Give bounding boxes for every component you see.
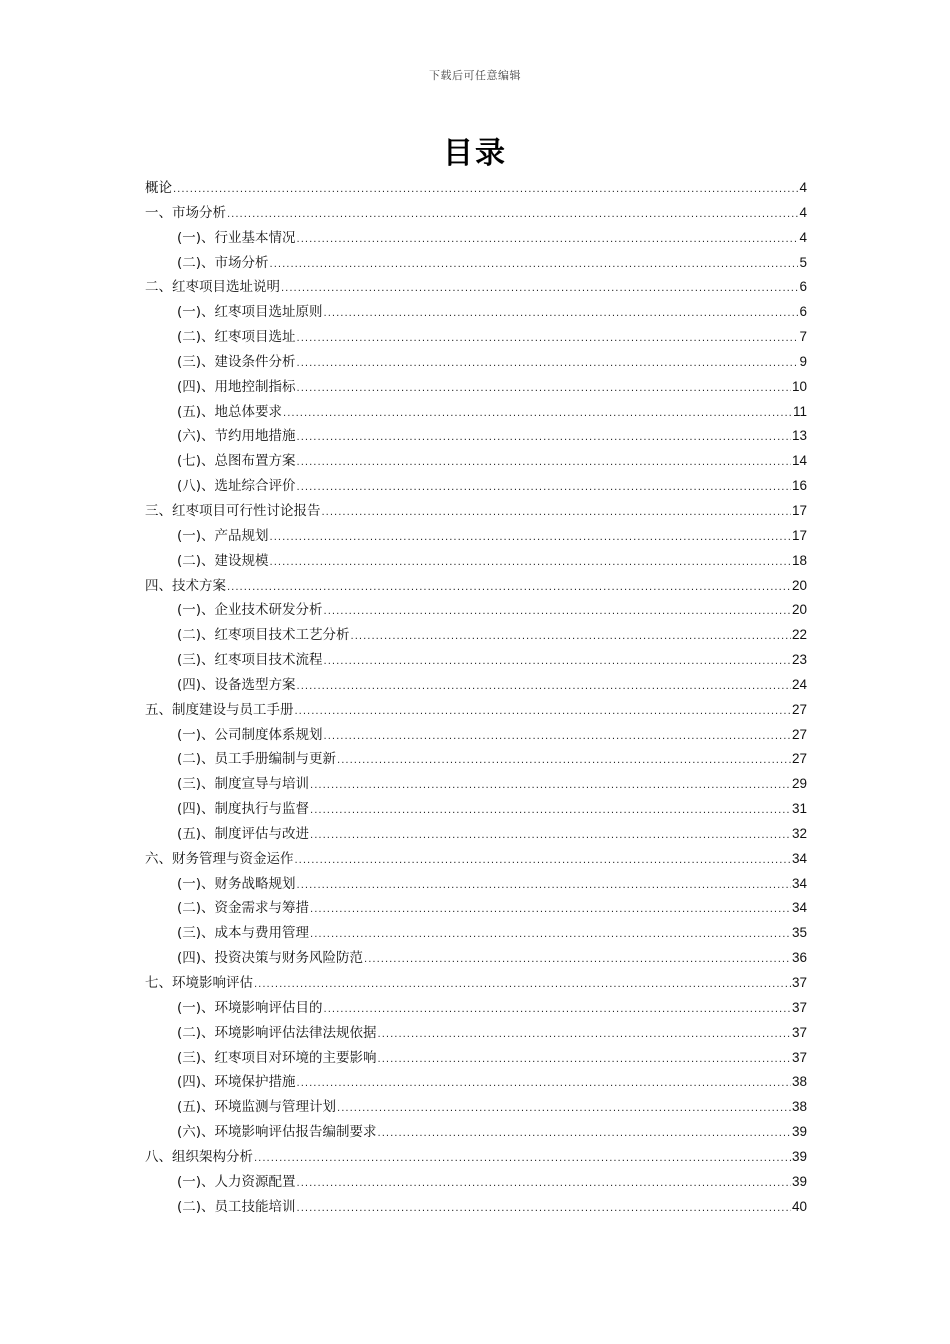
toc-dot-leader <box>310 923 791 948</box>
toc-page-number: 34 <box>791 900 807 916</box>
toc-entry-title: (二)、员工技能培训 <box>177 1198 296 1215</box>
toc-entry[interactable] <box>145 996 807 1021</box>
toc-entry[interactable] <box>145 1070 807 1095</box>
toc-dot-leader <box>378 1122 791 1147</box>
toc-entry-title: (一)、环境影响评估目的 <box>177 999 323 1016</box>
toc-entry-title: (一)、财务战略规划 <box>177 875 296 892</box>
toc-entry[interactable] <box>145 673 807 698</box>
toc-entry-title: (三)、红枣项目技术流程 <box>177 652 323 669</box>
toc-page-number: 37 <box>791 975 807 990</box>
toc-entry-title: (五)、环境监测与管理计划 <box>177 1099 337 1116</box>
toc-page-number: 37 <box>791 1024 807 1040</box>
toc-entry[interactable] <box>145 201 807 226</box>
toc-entry[interactable] <box>145 1095 807 1120</box>
toc-dot-leader <box>297 675 791 700</box>
toc-entry[interactable] <box>145 847 807 872</box>
toc-dot-leader <box>324 600 791 625</box>
toc-entry[interactable] <box>145 275 807 300</box>
toc-entry[interactable] <box>145 574 807 599</box>
toc-page-number: 36 <box>791 950 807 966</box>
toc-entry[interactable] <box>145 449 807 474</box>
toc-entry-title: (八)、选址综合评价 <box>177 478 296 495</box>
toc-dot-leader <box>378 1023 791 1048</box>
toc-entry[interactable] <box>145 1195 807 1220</box>
toc-page-number: 38 <box>791 1074 807 1090</box>
toc-entry-title: (三)、红枣项目对环境的主要影响 <box>177 1049 377 1066</box>
toc-page-number: 23 <box>791 652 807 668</box>
toc-page-number: 32 <box>791 825 807 841</box>
toc-dot-leader <box>227 203 798 228</box>
toc-entry[interactable] <box>145 747 807 772</box>
toc-entry-title: (二)、资金需求与筹措 <box>177 900 310 917</box>
toc-dot-leader <box>310 774 791 799</box>
toc-dot-leader <box>254 1147 791 1172</box>
toc-dot-leader <box>297 377 791 402</box>
toc-entry-title: (六)、节约用地措施 <box>177 428 296 445</box>
toc-entry-title: 概论 <box>145 180 172 196</box>
toc-entry[interactable] <box>145 1170 807 1195</box>
toc-page-number: 24 <box>791 676 807 692</box>
toc-entry[interactable] <box>145 424 807 449</box>
toc-page-number: 27 <box>791 751 807 767</box>
toc-dot-leader <box>364 948 791 973</box>
toc-entry[interactable] <box>145 971 807 996</box>
toc-entry[interactable] <box>145 797 807 822</box>
table-of-contents <box>145 176 807 1219</box>
toc-entry-title: (一)、行业基本情况 <box>177 229 296 246</box>
toc-entry-title: (一)、产品规划 <box>177 527 269 544</box>
toc-page-number: 13 <box>791 428 807 444</box>
toc-entry[interactable] <box>145 698 807 723</box>
toc-entry[interactable] <box>145 1145 807 1170</box>
toc-dot-leader <box>324 650 791 675</box>
toc-entry[interactable] <box>145 872 807 897</box>
toc-page-number: 5 <box>799 254 807 270</box>
toc-entry[interactable] <box>145 350 807 375</box>
toc-entry[interactable] <box>145 549 807 574</box>
toc-dot-leader <box>254 973 791 998</box>
toc-entry-title: (一)、企业技术研发分析 <box>177 602 323 619</box>
toc-entry-title: (三)、制度宣导与培训 <box>177 776 310 793</box>
toc-dot-leader <box>297 476 791 501</box>
toc-dot-leader <box>227 576 791 601</box>
toc-page-number: 17 <box>791 527 807 543</box>
toc-page-number: 10 <box>791 378 807 394</box>
page-header-note: 下载后可任意编辑 <box>429 69 521 82</box>
toc-dot-leader <box>297 352 799 377</box>
toc-entry-title: (三)、建设条件分析 <box>177 353 296 370</box>
toc-dot-leader <box>270 551 791 576</box>
toc-entry-title: (一)、人力资源配置 <box>177 1173 296 1190</box>
toc-page-number: 4 <box>799 229 807 245</box>
toc-dot-leader <box>324 998 791 1023</box>
toc-entry-title: (七)、总图布置方案 <box>177 453 296 470</box>
toc-dot-leader <box>295 849 791 874</box>
toc-entry-title: (一)、红枣项目选址原则 <box>177 304 323 321</box>
toc-entry[interactable] <box>145 598 807 623</box>
toc-entry-title: 五、制度建设与员工手册 <box>145 701 294 718</box>
toc-dot-leader <box>310 824 791 849</box>
toc-dot-leader <box>281 277 798 302</box>
toc-entry-title: (四)、环境保护措施 <box>177 1074 296 1091</box>
toc-entry[interactable] <box>145 176 807 201</box>
toc-page-number: 29 <box>791 776 807 792</box>
toc-page-number: 20 <box>791 602 807 618</box>
toc-dot-leader <box>310 799 791 824</box>
toc-entry[interactable] <box>145 375 807 400</box>
toc-entry[interactable] <box>145 325 807 350</box>
toc-entry[interactable] <box>145 1120 807 1145</box>
toc-dot-leader <box>297 1072 791 1097</box>
toc-entry[interactable] <box>145 499 807 524</box>
toc-dot-leader <box>324 725 791 750</box>
toc-dot-leader <box>270 253 799 278</box>
toc-entry-title: (二)、市场分析 <box>177 254 269 271</box>
toc-page-number: 34 <box>791 875 807 891</box>
toc-entry-title: (四)、制度执行与监督 <box>177 801 310 818</box>
toc-page-number: 7 <box>799 329 807 345</box>
toc-dot-leader <box>270 526 791 551</box>
toc-entry[interactable] <box>145 251 807 276</box>
toc-page-number: 27 <box>791 701 807 717</box>
toc-entry-title: 八、组织架构分析 <box>145 1148 253 1165</box>
toc-entry[interactable] <box>145 226 807 251</box>
toc-page-number: 31 <box>791 801 807 817</box>
toc-entry[interactable] <box>145 946 807 971</box>
toc-page-number: 11 <box>792 403 807 419</box>
toc-entry[interactable] <box>145 648 807 673</box>
toc-page-number: 14 <box>791 453 807 469</box>
toc-page-number: 16 <box>791 478 807 494</box>
toc-entry[interactable] <box>145 623 807 648</box>
toc-dot-leader <box>324 302 799 327</box>
toc-dot-leader <box>378 1048 791 1073</box>
toc-entry[interactable] <box>145 822 807 847</box>
toc-entry-title: 三、红枣项目可行性讨论报告 <box>145 502 321 519</box>
toc-dot-leader <box>295 700 791 725</box>
toc-page-number: 37 <box>791 999 807 1015</box>
toc-entry-title: (四)、用地控制指标 <box>177 378 296 395</box>
toc-dot-leader <box>297 1197 791 1222</box>
toc-dot-leader <box>351 625 791 650</box>
toc-entry[interactable] <box>145 1021 807 1046</box>
toc-entry[interactable] <box>145 723 807 748</box>
toc-entry-title: 二、红枣项目选址说明 <box>145 279 280 296</box>
toc-page-number: 35 <box>791 925 807 941</box>
toc-page-number: 38 <box>791 1099 807 1115</box>
toc-entry[interactable] <box>145 896 807 921</box>
toc-entry[interactable] <box>145 524 807 549</box>
toc-entry-title: (五)、地总体要求 <box>177 403 283 420</box>
toc-page-number: 4 <box>799 204 807 220</box>
toc-page-number: 6 <box>799 304 807 320</box>
toc-entry-title: (二)、环境影响评估法律法规依据 <box>177 1024 377 1041</box>
toc-dot-leader <box>322 501 791 526</box>
toc-dot-leader <box>297 228 799 253</box>
toc-page-number: 18 <box>791 552 807 568</box>
toc-entry[interactable] <box>145 921 807 946</box>
toc-entry[interactable] <box>145 300 807 325</box>
toc-page-number: 4 <box>799 180 807 195</box>
toc-dot-leader <box>297 451 791 476</box>
toc-page-number: 6 <box>799 279 807 295</box>
toc-page-number: 9 <box>799 353 807 369</box>
toc-entry-title: (二)、建设规模 <box>177 552 269 569</box>
toc-entry-title: (五)、制度评估与改进 <box>177 825 310 842</box>
toc-dot-leader <box>297 327 799 352</box>
toc-entry-title: (四)、投资决策与财务风险防范 <box>177 950 364 967</box>
toc-page-number: 39 <box>791 1148 807 1164</box>
toc-page-number: 17 <box>791 502 807 518</box>
toc-page-number: 39 <box>791 1173 807 1189</box>
toc-dot-leader <box>173 178 798 203</box>
toc-entry[interactable] <box>145 772 807 797</box>
toc-page-number: 40 <box>791 1198 807 1214</box>
toc-page-number: 20 <box>791 577 807 593</box>
toc-entry-title: (六)、环境影响评估报告编制要求 <box>177 1124 377 1141</box>
toc-entry-title: (二)、红枣项目选址 <box>177 329 296 346</box>
toc-entry[interactable] <box>145 1046 807 1071</box>
toc-entry[interactable] <box>145 474 807 499</box>
toc-dot-leader <box>297 1172 791 1197</box>
toc-entry-title: (二)、红枣项目技术工艺分析 <box>177 627 350 644</box>
toc-entry-title: 六、财务管理与资金运作 <box>145 850 294 867</box>
toc-page-number: 34 <box>791 850 807 866</box>
toc-entry-title: (二)、员工手册编制与更新 <box>177 751 337 768</box>
toc-entry-title: 七、环境影响评估 <box>145 975 253 991</box>
toc-entry-title: (四)、设备选型方案 <box>177 676 296 693</box>
toc-dot-leader <box>297 426 791 451</box>
toc-dot-leader <box>310 898 791 923</box>
toc-dot-leader <box>297 874 791 899</box>
toc-dot-leader <box>283 402 792 427</box>
toc-dot-leader <box>337 1097 791 1122</box>
toc-page-number: 39 <box>791 1124 807 1140</box>
toc-page-number: 22 <box>791 627 807 643</box>
toc-dot-leader <box>337 749 791 774</box>
toc-page-number: 27 <box>791 726 807 742</box>
toc-page-number: 37 <box>791 1049 807 1065</box>
toc-entry[interactable] <box>145 400 807 425</box>
toc-entry-title: 四、技术方案 <box>145 577 226 594</box>
toc-entry-title: (一)、公司制度体系规划 <box>177 726 323 743</box>
toc-title: 目录 <box>443 136 507 171</box>
toc-entry-title: (三)、成本与费用管理 <box>177 925 310 942</box>
toc-entry-title: 一、市场分析 <box>145 204 226 221</box>
